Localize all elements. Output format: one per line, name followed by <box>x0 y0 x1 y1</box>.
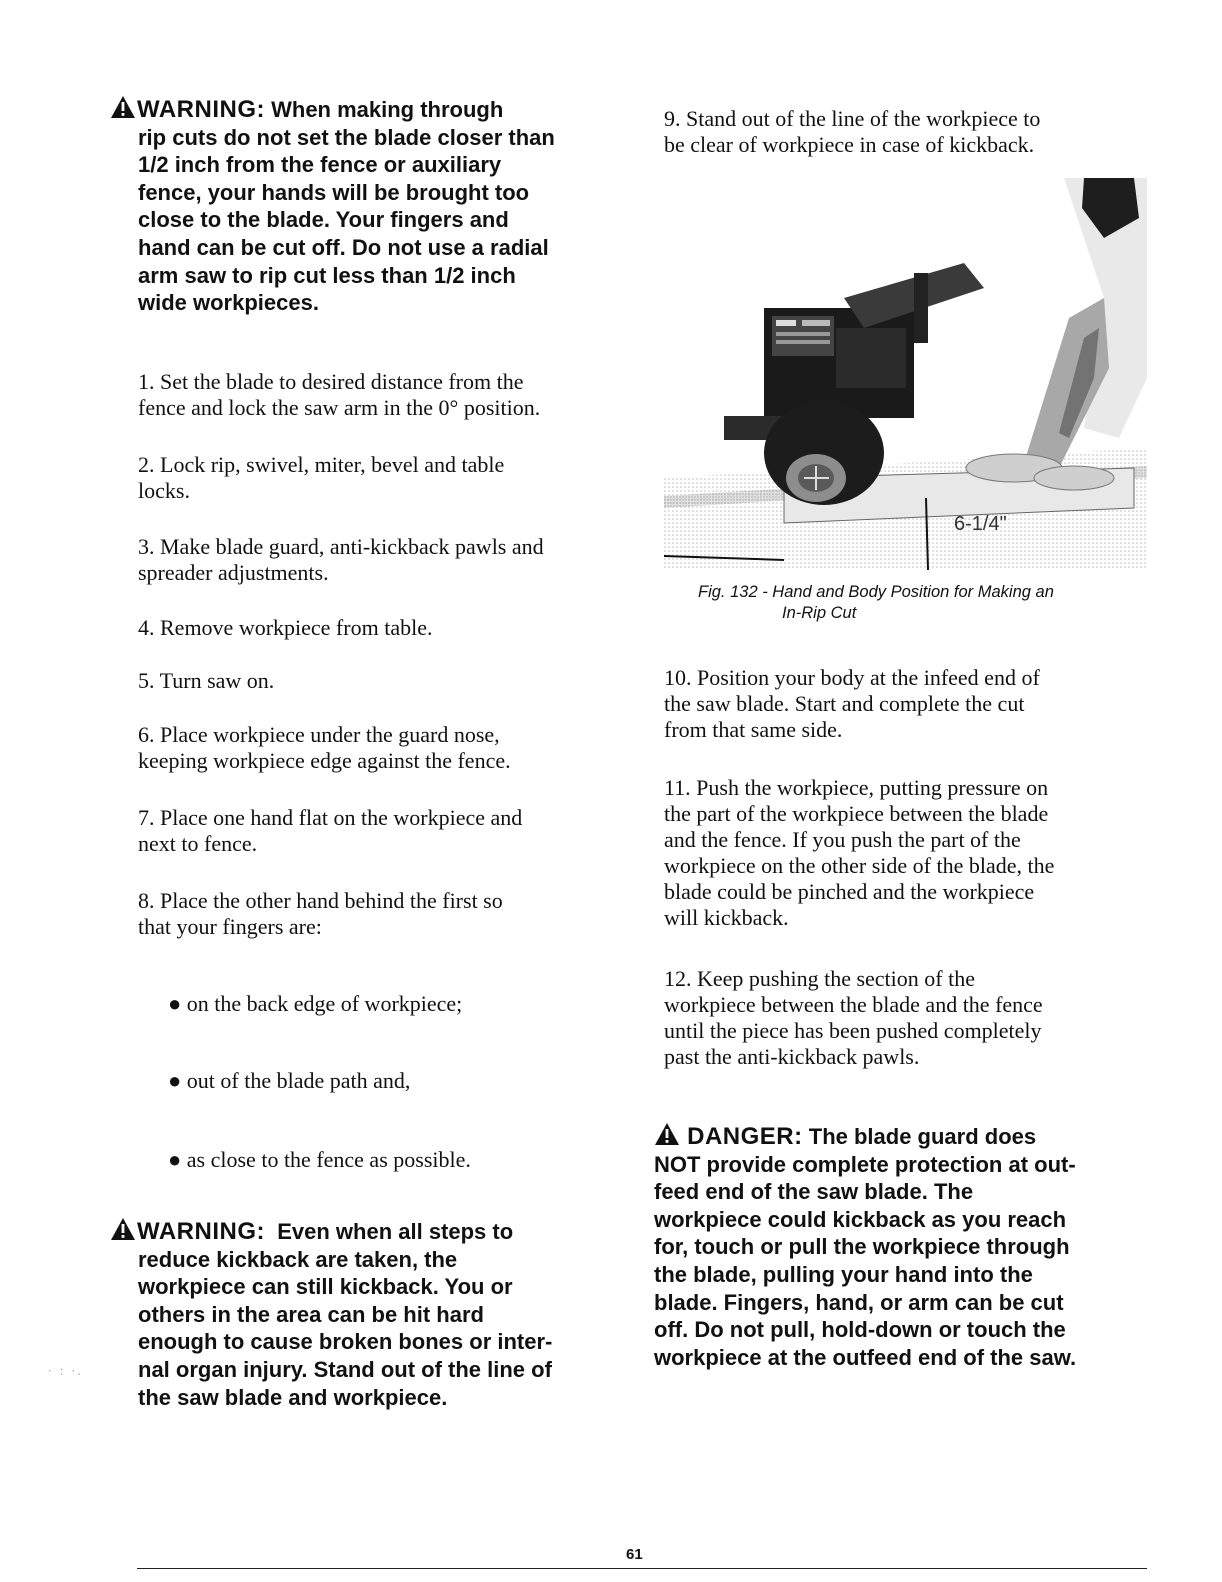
warning-text-line: the saw blade and workpiece. <box>138 1384 448 1410</box>
warning-text-line: nal organ injury. Stand out of the line of <box>138 1356 552 1382</box>
danger-label: DANGER: <box>687 1123 803 1150</box>
warning-text-line: When making through <box>271 97 504 122</box>
step-line: will kickback. <box>664 905 789 930</box>
warning-text-line: wide workpieces. <box>138 290 319 316</box>
step-line: until the piece has been pushed completely <box>664 1018 1042 1043</box>
step-line: workpiece on the other side of the blade, the <box>664 853 1055 878</box>
step-11 <box>664 775 1144 931</box>
bullet-dot-icon: ● <box>168 991 182 1016</box>
scan-speck: · : ·. <box>48 1364 84 1378</box>
step-line: 2. Lock rip, swivel, miter, bevel and table <box>138 452 505 477</box>
step-line: 8. Place the other hand behind the first so <box>138 888 503 913</box>
step-9 <box>664 106 1144 158</box>
step-line: next to fence. <box>138 831 258 856</box>
step-line: that your fingers are: <box>138 914 322 939</box>
step-8 <box>138 888 618 940</box>
warning-text-line: hand can be cut off. Do not use a radial <box>138 234 549 260</box>
step-3 <box>138 534 618 586</box>
step-12 <box>664 966 1144 1070</box>
step-line: 6. Place workpiece under the guard nose, <box>138 722 500 747</box>
danger-text-line: blade. Fingers, hand, or arm can be cut <box>654 1289 1064 1315</box>
step-line: 7. Place one hand flat on the workpiece and <box>138 805 523 830</box>
warning-text-line: workpiece can still kickback. You or <box>138 1274 513 1300</box>
step-10 <box>664 665 1144 743</box>
step-5 <box>138 668 618 694</box>
warning-block-kickback <box>110 1217 638 1411</box>
footer-rule <box>137 1568 1147 1569</box>
bullet-text: as close to the fence as possible. <box>186 1147 471 1172</box>
warning-text-line: fence, your hands will be brought too <box>138 179 530 205</box>
warning-triangle-icon <box>110 1217 136 1241</box>
bullet-item <box>168 991 462 1017</box>
warning-text-line: close to the blade. Your fingers and <box>138 207 509 233</box>
warning-label: WARNING: <box>137 1218 265 1245</box>
danger-block <box>654 1122 1144 1371</box>
danger-text-line: for, touch or pull the workpiece through <box>654 1234 1070 1260</box>
step-line: keeping workpiece edge against the fence. <box>138 748 511 773</box>
figure-caption <box>698 582 1138 624</box>
step-line: spreader adjustments. <box>138 560 329 585</box>
step-line: the part of the workpiece between the blade <box>664 801 1049 826</box>
danger-text-line: The blade guard does <box>808 1124 1037 1149</box>
bullet-text: on the back edge of workpiece; <box>186 991 463 1016</box>
step-line: and the fence. If you push the part of the <box>664 827 1021 852</box>
step-2 <box>138 452 618 504</box>
step-line: 12. Keep pushing the section of the <box>664 966 975 991</box>
danger-text-line: feed end of the saw blade. The <box>654 1179 974 1205</box>
warning-text-line: Even when all steps to <box>277 1219 514 1244</box>
measurement-label: 6-1/4" <box>954 513 1007 535</box>
warning-text-line: arm saw to rip cut less than 1/2 inch <box>138 262 516 288</box>
step-line: 5. Turn saw on. <box>138 668 275 693</box>
warning-text-line: enough to cause broken bones or inter- <box>138 1329 553 1355</box>
figure-132-photo <box>664 178 1147 570</box>
step-line: workpiece between the blade and the fence <box>664 992 1043 1017</box>
warning-text-line: rip cuts do not set the blade closer than <box>138 124 555 150</box>
step-1 <box>138 369 618 421</box>
step-line: blade could be pinched and the workpiece <box>664 879 1035 904</box>
danger-text-line: the blade, pulling your hand into the <box>654 1261 1033 1287</box>
warning-text-line: others in the area can be hit hard <box>138 1301 484 1327</box>
warning-block-rip-cut <box>110 95 638 317</box>
caption-line: In-Rip Cut <box>782 604 857 622</box>
danger-text-line: workpiece at the outfeed end of the saw. <box>654 1344 1077 1370</box>
danger-text-line: workpiece could kickback as you reach <box>654 1206 1067 1232</box>
warning-text-line: reduce kickback are taken, the <box>138 1246 458 1272</box>
step-line: past the anti-kickback pawls. <box>664 1044 920 1069</box>
warning-text-line: 1/2 inch from the fence or auxiliary <box>138 152 502 178</box>
step-line: from that same side. <box>664 717 843 742</box>
bullet-item <box>168 1068 410 1094</box>
step-line: 11. Push the workpiece, putting pressure on <box>664 775 1049 800</box>
step-line: 3. Make blade guard, anti-kickback pawls and <box>138 534 544 559</box>
bullet-text: out of the blade path and, <box>186 1068 411 1093</box>
bullet-dot-icon: ● <box>168 1147 182 1172</box>
step-6 <box>138 722 618 774</box>
caption-line: Fig. 132 - Hand and Body Position for Making an <box>698 583 1054 601</box>
step-line: locks. <box>138 478 190 503</box>
danger-text-line: off. Do not pull, hold-down or touch the <box>654 1317 1066 1343</box>
warning-triangle-icon <box>110 95 136 119</box>
step-4 <box>138 615 618 641</box>
step-line: 1. Set the blade to desired distance from the <box>138 369 524 394</box>
danger-triangle-icon <box>654 1122 680 1146</box>
step-7 <box>138 805 618 857</box>
danger-text-line: NOT provide complete protection at out- <box>654 1151 1076 1177</box>
step-line: 10. Position your body at the infeed end of <box>664 665 1040 690</box>
warning-label: WARNING: <box>137 96 265 123</box>
step-line: be clear of workpiece in case of kickback. <box>664 132 1035 157</box>
step-line: 4. Remove workpiece from table. <box>138 615 433 640</box>
step-line: fence and lock the saw arm in the 0° position. <box>138 395 541 420</box>
step-line: 9. Stand out of the line of the workpiece to <box>664 106 1041 131</box>
bullet-dot-icon: ● <box>168 1068 182 1093</box>
bullet-item <box>168 1147 471 1173</box>
page-number: 61 <box>626 1546 643 1563</box>
saw-photo-illustration <box>664 178 1147 570</box>
step-line: the saw blade. Start and complete the cut <box>664 691 1025 716</box>
